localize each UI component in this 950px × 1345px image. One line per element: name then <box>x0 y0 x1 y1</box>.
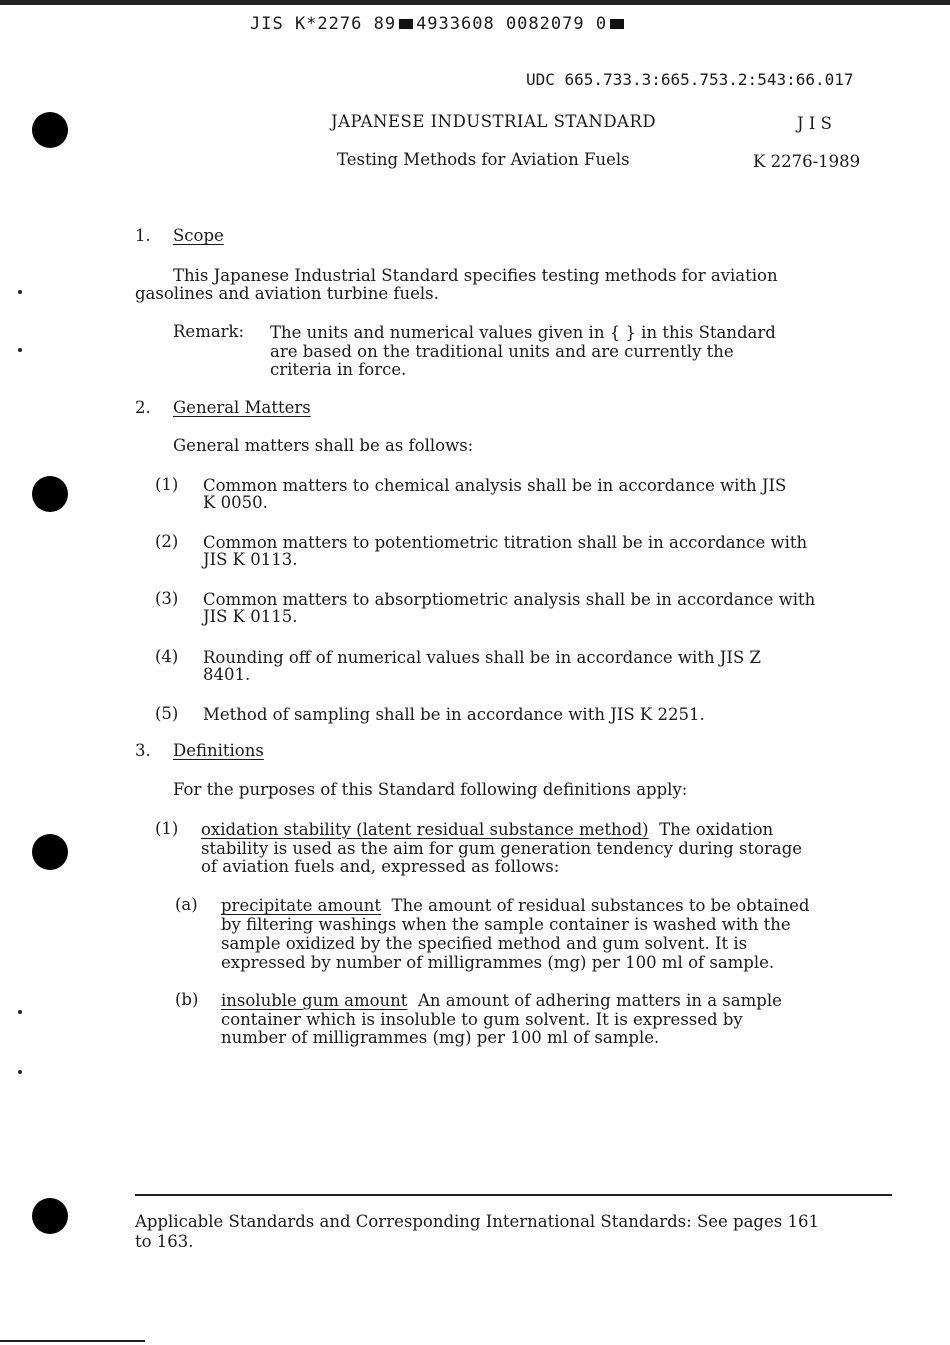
list-item-line: Common matters to chemical analysis shall be in accordance with JIS <box>203 476 787 495</box>
sub-definition-text-line: number of milligrammes (mg) per 100 ml of sample. <box>221 1028 660 1047</box>
sub-definition-text: An amount of adhering matters in a sample <box>417 991 782 1010</box>
general-intro: General matters shall be as follows: <box>173 436 474 455</box>
list-item-line: JIS K 0115. <box>203 607 298 626</box>
sub-definition-text-line: container which is insoluble to gum solvent. It is expressed by <box>221 1010 743 1029</box>
punch-hole <box>32 112 68 148</box>
remark-text-line: The units and numerical values given in { } in this Standard <box>270 323 776 342</box>
scan-header-part2: 4933608 0082079 0 <box>416 14 608 34</box>
list-item-line: Common matters to potentiometric titration shall be in accordance with <box>203 533 808 552</box>
list-item-label: (1) <box>155 475 179 494</box>
remark-text-line: criteria in force. <box>270 360 407 379</box>
section-title-definitions: Definitions <box>173 741 264 760</box>
scan-speck <box>18 290 22 294</box>
scope-text-line: This Japanese Industrial Standard specifies testing methods for aviation <box>173 266 778 285</box>
document-title: Testing Methods for Aviation Fuels <box>337 150 630 169</box>
list-item-label: (4) <box>155 647 179 666</box>
list-item-line: Common matters to absorptiometric analysis shall be in accordance with <box>203 590 816 609</box>
list-item-line: Rounding off of numerical values shall be in accordance with JIS Z <box>203 648 761 667</box>
sub-definition-text-line: sample oxidized by the specified method and gum solvent. It is <box>221 934 748 953</box>
footer-rule <box>135 1194 892 1196</box>
footer-text-line: to 163. <box>135 1232 194 1251</box>
redaction-block <box>399 19 413 29</box>
section-number: 3. <box>135 741 151 760</box>
scan-speck <box>18 1010 22 1014</box>
list-item-line: 8401. <box>203 665 251 684</box>
scan-speck <box>18 1070 22 1074</box>
footer-text-line: Applicable Standards and Corresponding International Standards: See pages 161 <box>135 1212 819 1231</box>
definition-text-line: of aviation fuels and, expressed as follows: <box>201 857 560 876</box>
remark-label: Remark: <box>173 322 245 341</box>
punch-hole <box>32 1198 68 1234</box>
sub-definition-first-line <box>221 992 782 1010</box>
punch-hole <box>32 834 68 870</box>
jis-mark: J I S <box>797 114 832 133</box>
sub-definition-first-line <box>221 897 809 915</box>
remark-text-line: are based on the traditional units and are currently the <box>270 342 734 361</box>
sub-definition-label: (a) <box>175 895 198 914</box>
sub-definition-text: The amount of residual substances to be obtained <box>391 896 810 915</box>
section-number: 2. <box>135 398 151 417</box>
sub-definition-text-line: by filtering washings when the sample container is washed with the <box>221 915 791 934</box>
section-title-general-matters: General Matters <box>173 398 311 417</box>
list-item-label: (5) <box>155 704 179 723</box>
scan-header-part1: JIS K*2276 89 <box>250 14 397 34</box>
definition-text: The oxidation <box>659 820 774 839</box>
standard-org: JAPANESE INDUSTRIAL STANDARD <box>331 112 657 131</box>
section-number: 1. <box>135 226 151 245</box>
list-item-line: JIS K 0113. <box>203 550 298 569</box>
udc-code: UDC 665.733.3:665.753.2:543:66.017 <box>526 70 854 89</box>
list-item-line: K 0050. <box>203 493 268 512</box>
sub-definition-label: (b) <box>175 990 199 1009</box>
definition-text-line: stability is used as the aim for gum generation tendency during storage <box>201 839 803 858</box>
redaction-block <box>610 19 624 29</box>
punch-hole <box>32 476 68 512</box>
scan-speck <box>18 348 22 352</box>
section-title-scope: Scope <box>173 226 224 245</box>
scan-corner-mark <box>0 1340 145 1342</box>
list-item-label: (3) <box>155 589 179 608</box>
scope-text-line: gasolines and aviation turbine fuels. <box>135 284 439 303</box>
sub-definition-text-line: expressed by number of milligrammes (mg) per 100 ml of sample. <box>221 953 775 972</box>
list-item-line: Method of sampling shall be in accordance with JIS K 2251. <box>203 705 705 724</box>
sub-definition-term: insoluble gum amount <box>221 991 408 1010</box>
sub-definition-term: precipitate amount <box>221 896 381 915</box>
definitions-intro: For the purposes of this Standard following definitions apply: <box>173 780 688 799</box>
top-border <box>0 0 950 5</box>
list-item-label: (2) <box>155 532 179 551</box>
document-number: K 2276-1989 <box>753 152 861 171</box>
definition-label: (1) <box>155 819 179 838</box>
scan-header-code <box>250 14 627 34</box>
definition-term: oxidation stability (latent residual substance method) <box>201 820 649 839</box>
definition-first-line <box>201 821 773 839</box>
